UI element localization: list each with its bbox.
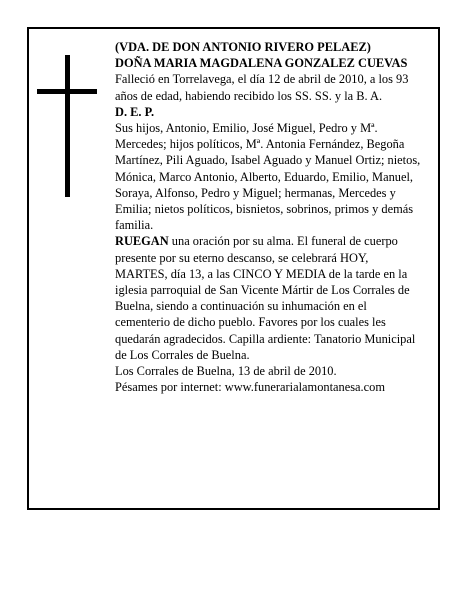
ruegan-paragraph bbox=[115, 233, 423, 363]
family-list: Sus hijos, Antonio, Emilio, José Miguel, Pedro y Mª. Mercedes; hijos políticos, Mª. Antonia Fernández, Begoña Martínez, Pili Aguado, Isabel Aguado y Manuel Ortiz; nietos, Mónica, Marco Antonio, Alberto, Eduardo, Emilio, Manuel, Soraya, Alfonso, Pedro y Miguel; hermanas, Mercedes y Emilia; nietos políticos, bisnietos, sobrinos, primos y demás familia. bbox=[115, 121, 421, 233]
cross-horizontal-bar bbox=[37, 89, 97, 94]
dep-line: D. E. P. bbox=[115, 104, 155, 119]
death-details: Falleció en Torrelavega, el día 12 de abril de 2010, a los 93 años de edad, habiendo recibido los SS. SS. y la B. A. bbox=[115, 72, 409, 103]
place-date: Los Corrales de Buelna, 13 de abril de 2010. bbox=[115, 364, 337, 379]
obituary-text bbox=[115, 39, 423, 395]
cross-vertical-bar bbox=[65, 55, 70, 197]
condolences-line: Pésames por internet: www.funerarialamontanesa.com bbox=[115, 380, 385, 395]
ruegan-label: RUEGAN bbox=[115, 234, 169, 249]
widow-line: (VDA. DE DON ANTONIO RIVERO PELAEZ) bbox=[115, 40, 371, 54]
ruegan-text: una oración por su alma. El funeral de cuerpo presente por su eterno descanso, se celebrará HOY, MARTES, día 13, a las CINCO Y MEDIA de la tarde en la iglesia parroquial de San Vicente Mártir de Los Corrales de Buelna, siendo a continuación su inhumación en el cementerio de dicho pueblo. Favores por los cuales les quedarán agradecidos. Capilla ardiente: Tanatorio Municipal de Los Corrales de Buelna. bbox=[115, 234, 416, 362]
deceased-name: DOÑA MARIA MAGDALENA GONZALEZ CUEVAS bbox=[115, 56, 408, 71]
